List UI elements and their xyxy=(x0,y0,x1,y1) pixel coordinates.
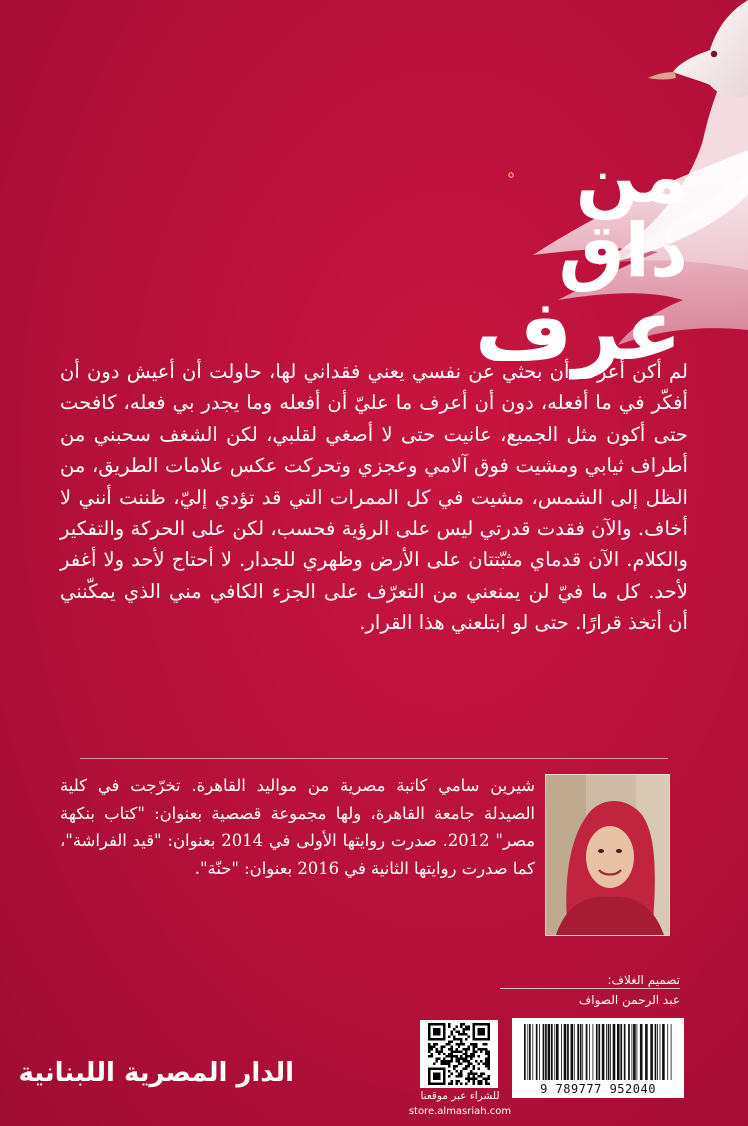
book-blurb: لم أكن أعرف أن بحثي عن نفسي يعني فقداني لها، حاولت أن أعيش دون أن أفكّر في ما أفعله، دون أن أعرف ما عليّ أن أفعله وما يجدر بي فعله، كافحت حتى أكون مثل الجميع، عانيت حتى لا أصغي لقلبي، لكن الشغف سحبني من أطراف ثيابي ومشيت فوق آلامي وعجزي وتحركت عكس علامات الطريق، من الظل إلى الشمس، مشيت في كل الممرات التي قد تؤدي إليّ، ظننت أنني لا أخاف. والآن فقدت قدرتي ليس على الرؤية فحسب، لكن على الحركة والتفكير والكلام. الآن قدماي مثبّتتان على الأرض وظهري للجدار. لا أحتاج لأحد ولا أغفر لأحد. كل ما فيّ لن يمنعني من التعرّف على الجزء الكافي مني الذي يمكّنني أن أتخذ قرارًا. حتى لو ابتلعني هذا القرار. xyxy=(60,360,688,635)
cover-designer-name: عبد الرحمن الصواف xyxy=(578,993,680,1007)
cover-design-credit xyxy=(500,972,680,1008)
cover-design-label: تصميم الغلاف: xyxy=(607,973,680,987)
book-title-line1: من ذاق xyxy=(558,134,688,294)
barcode-bars xyxy=(522,1024,674,1080)
book-title-line2: عرف xyxy=(474,281,682,379)
qr-code-pattern xyxy=(425,1023,493,1085)
credit-underline xyxy=(500,988,680,989)
qr-code[interactable] xyxy=(420,1020,498,1088)
author-photo xyxy=(545,774,670,936)
author-bio: شيرين سامي كاتبة مصرية من مواليد القاهرة. تخرّجت في كلية الصيدلة جامعة القاهرة، ولها مجموعة قصصية بعنوان: "كتاب بنكهة مصر" 2012. صدرت روايتها الأولى في 2014 بعنوان: "قيد الفراشة"، كما صدرت روايتها الثانية في 2016 بعنوان: "حنّة". xyxy=(60,776,535,878)
isbn-number: 9 789777 952040 xyxy=(540,1082,656,1096)
qr-label: للشراء عبر موقعنا xyxy=(420,1090,500,1102)
book-title xyxy=(428,134,688,379)
publisher-logo: الدار المصرية اللبنانية xyxy=(18,1058,294,1088)
isbn-barcode xyxy=(512,1018,684,1098)
store-url[interactable]: store.almasriah.com xyxy=(408,1106,512,1117)
section-divider xyxy=(80,758,668,759)
